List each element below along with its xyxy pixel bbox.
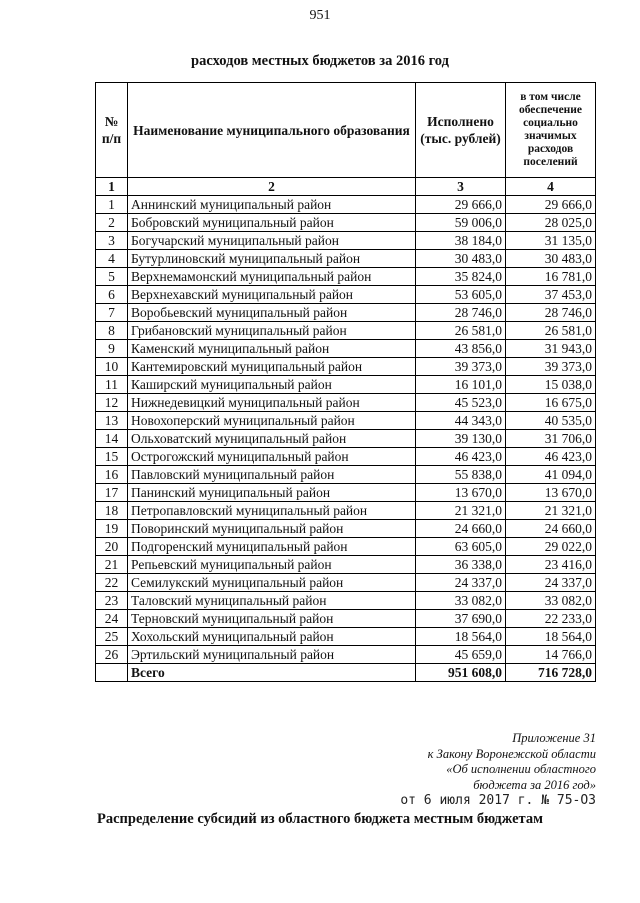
social-value: 22 233,0 (506, 610, 596, 628)
row-number: 16 (96, 466, 128, 484)
row-number: 12 (96, 394, 128, 412)
executed-value: 13 670,0 (416, 484, 506, 502)
executed-value: 26 581,0 (416, 322, 506, 340)
header-number: № п/п (96, 83, 128, 178)
executed-value: 24 660,0 (416, 520, 506, 538)
row-number: 20 (96, 538, 128, 556)
social-value: 21 321,0 (506, 502, 596, 520)
row-number: 11 (96, 376, 128, 394)
executed-value: 43 856,0 (416, 340, 506, 358)
executed-value: 45 523,0 (416, 394, 506, 412)
social-value: 15 038,0 (506, 376, 596, 394)
municipality-name: Подгоренский муниципальный район (128, 538, 416, 556)
social-value: 30 483,0 (506, 250, 596, 268)
row-number: 5 (96, 268, 128, 286)
total-executed: 951 608,0 (416, 664, 506, 682)
social-value: 28 025,0 (506, 214, 596, 232)
column-number: 2 (128, 178, 416, 196)
total-social: 716 728,0 (506, 664, 596, 682)
municipality-name: Хохольский муниципальный район (128, 628, 416, 646)
municipality-name: Каменский муниципальный район (128, 340, 416, 358)
executed-value: 46 423,0 (416, 448, 506, 466)
executed-value: 16 101,0 (416, 376, 506, 394)
table-row (96, 394, 596, 412)
row-number: 19 (96, 520, 128, 538)
table-row (96, 214, 596, 232)
table-row (96, 556, 596, 574)
table-row (96, 646, 596, 664)
table-row (96, 340, 596, 358)
social-value: 31 135,0 (506, 232, 596, 250)
municipality-name: Павловский муниципальный район (128, 466, 416, 484)
executed-value: 45 659,0 (416, 646, 506, 664)
social-value: 33 082,0 (506, 592, 596, 610)
row-number: 23 (96, 592, 128, 610)
social-value: 29 666,0 (506, 196, 596, 214)
total-empty-cell (96, 664, 128, 682)
page-number: 951 (309, 8, 331, 23)
executed-value: 30 483,0 (416, 250, 506, 268)
row-number: 26 (96, 646, 128, 664)
municipality-name: Семилукский муниципальный район (128, 574, 416, 592)
executed-value: 36 338,0 (416, 556, 506, 574)
row-number: 13 (96, 412, 128, 430)
municipality-name: Новохоперский муниципальный район (128, 412, 416, 430)
social-value: 40 535,0 (506, 412, 596, 430)
total-row (96, 664, 596, 682)
municipality-name: Бобровский муниципальный район (128, 214, 416, 232)
table-row (96, 250, 596, 268)
social-value: 46 423,0 (506, 448, 596, 466)
social-value: 29 022,0 (506, 538, 596, 556)
table-row (96, 412, 596, 430)
table-row (96, 448, 596, 466)
table-row (96, 322, 596, 340)
law-date-stamp: от 6 июля 2017 г. № 75-ОЗ (400, 793, 596, 808)
municipality-name: Репьевский муниципальный район (128, 556, 416, 574)
executed-value: 37 690,0 (416, 610, 506, 628)
appendix-line: «Об исполнении областного (446, 762, 596, 776)
column-number-row (96, 178, 596, 196)
header-name: Наименование муниципального образования (128, 83, 416, 178)
social-value: 37 453,0 (506, 286, 596, 304)
table-row (96, 466, 596, 484)
table-row (96, 376, 596, 394)
table-row (96, 286, 596, 304)
table-row (96, 268, 596, 286)
municipality-name: Поворинский муниципальный район (128, 520, 416, 538)
social-value: 28 746,0 (506, 304, 596, 322)
executed-value: 63 605,0 (416, 538, 506, 556)
social-value: 16 675,0 (506, 394, 596, 412)
social-value: 18 564,0 (506, 628, 596, 646)
column-number: 1 (96, 178, 128, 196)
header-executed: Исполнено (тыс. рублей) (416, 83, 506, 178)
row-number: 9 (96, 340, 128, 358)
municipality-name: Ольховатский муниципальный район (128, 430, 416, 448)
table-row (96, 304, 596, 322)
executed-value: 39 373,0 (416, 358, 506, 376)
municipality-name: Воробьевский муниципальный район (128, 304, 416, 322)
executed-value: 38 184,0 (416, 232, 506, 250)
executed-value: 18 564,0 (416, 628, 506, 646)
appendix-note (428, 731, 596, 793)
total-label: Всего (128, 664, 416, 682)
table-header-row (96, 83, 596, 178)
table-row (96, 610, 596, 628)
row-number: 7 (96, 304, 128, 322)
row-number: 3 (96, 232, 128, 250)
municipality-name: Верхнемамонский муниципальный район (128, 268, 416, 286)
executed-value: 28 746,0 (416, 304, 506, 322)
column-number: 3 (416, 178, 506, 196)
social-value: 41 094,0 (506, 466, 596, 484)
social-value: 31 706,0 (506, 430, 596, 448)
table-heading: расходов местных бюджетов за 2016 год (191, 53, 449, 69)
municipality-name: Аннинский муниципальный район (128, 196, 416, 214)
executed-value: 59 006,0 (416, 214, 506, 232)
table-row (96, 520, 596, 538)
social-value: 13 670,0 (506, 484, 596, 502)
row-number: 18 (96, 502, 128, 520)
social-value: 31 943,0 (506, 340, 596, 358)
row-number: 6 (96, 286, 128, 304)
executed-value: 29 666,0 (416, 196, 506, 214)
municipality-name: Панинский муниципальный район (128, 484, 416, 502)
social-value: 39 373,0 (506, 358, 596, 376)
row-number: 17 (96, 484, 128, 502)
table-row (96, 538, 596, 556)
table-row (96, 358, 596, 376)
municipality-name: Верхнехавский муниципальный район (128, 286, 416, 304)
municipality-name: Эртильский муниципальный район (128, 646, 416, 664)
social-value: 26 581,0 (506, 322, 596, 340)
column-number: 4 (506, 178, 596, 196)
appendix-line: к Закону Воронежской области (427, 746, 596, 761)
appendix-line: бюджета за 2016 год» (473, 777, 596, 792)
table-row (96, 232, 596, 250)
table-row (96, 484, 596, 502)
row-number: 22 (96, 574, 128, 592)
row-number: 4 (96, 250, 128, 268)
executed-value: 21 321,0 (416, 502, 506, 520)
municipality-name: Таловский муниципальный район (128, 592, 416, 610)
row-number: 25 (96, 628, 128, 646)
row-number: 2 (96, 214, 128, 232)
table-row (96, 502, 596, 520)
table-row (96, 628, 596, 646)
row-number: 1 (96, 196, 128, 214)
next-section-heading: Распределение субсидий из областного бюджета местным бюджетам (97, 811, 543, 827)
municipality-name: Нижнедевицкий муниципальный район (128, 394, 416, 412)
social-value: 23 416,0 (506, 556, 596, 574)
municipality-name: Острогожский муниципальный район (128, 448, 416, 466)
row-number: 21 (96, 556, 128, 574)
table-body (96, 196, 596, 664)
municipality-name: Кантемировский муниципальный район (128, 358, 416, 376)
budget-table (95, 82, 596, 682)
executed-value: 39 130,0 (416, 430, 506, 448)
row-number: 24 (96, 610, 128, 628)
social-value: 24 337,0 (506, 574, 596, 592)
executed-value: 44 343,0 (416, 412, 506, 430)
executed-value: 24 337,0 (416, 574, 506, 592)
table-row (96, 196, 596, 214)
executed-value: 55 838,0 (416, 466, 506, 484)
row-number: 10 (96, 358, 128, 376)
row-number: 8 (96, 322, 128, 340)
social-value: 24 660,0 (506, 520, 596, 538)
municipality-name: Терновский муниципальный район (128, 610, 416, 628)
executed-value: 53 605,0 (416, 286, 506, 304)
appendix-line: Приложение 31 (512, 731, 596, 745)
municipality-name: Каширский муниципальный район (128, 376, 416, 394)
executed-value: 33 082,0 (416, 592, 506, 610)
municipality-name: Грибановский муниципальный район (128, 322, 416, 340)
municipality-name: Бутурлиновский муниципальный район (128, 250, 416, 268)
table-row (96, 574, 596, 592)
header-social: в том числе обеспечение социально значимых расходов поселений (506, 83, 596, 178)
table-row (96, 592, 596, 610)
municipality-name: Богучарский муниципальный район (128, 232, 416, 250)
municipality-name: Петропавловский муниципальный район (128, 502, 416, 520)
social-value: 14 766,0 (506, 646, 596, 664)
row-number: 15 (96, 448, 128, 466)
executed-value: 35 824,0 (416, 268, 506, 286)
table-row (96, 430, 596, 448)
row-number: 14 (96, 430, 128, 448)
social-value: 16 781,0 (506, 268, 596, 286)
